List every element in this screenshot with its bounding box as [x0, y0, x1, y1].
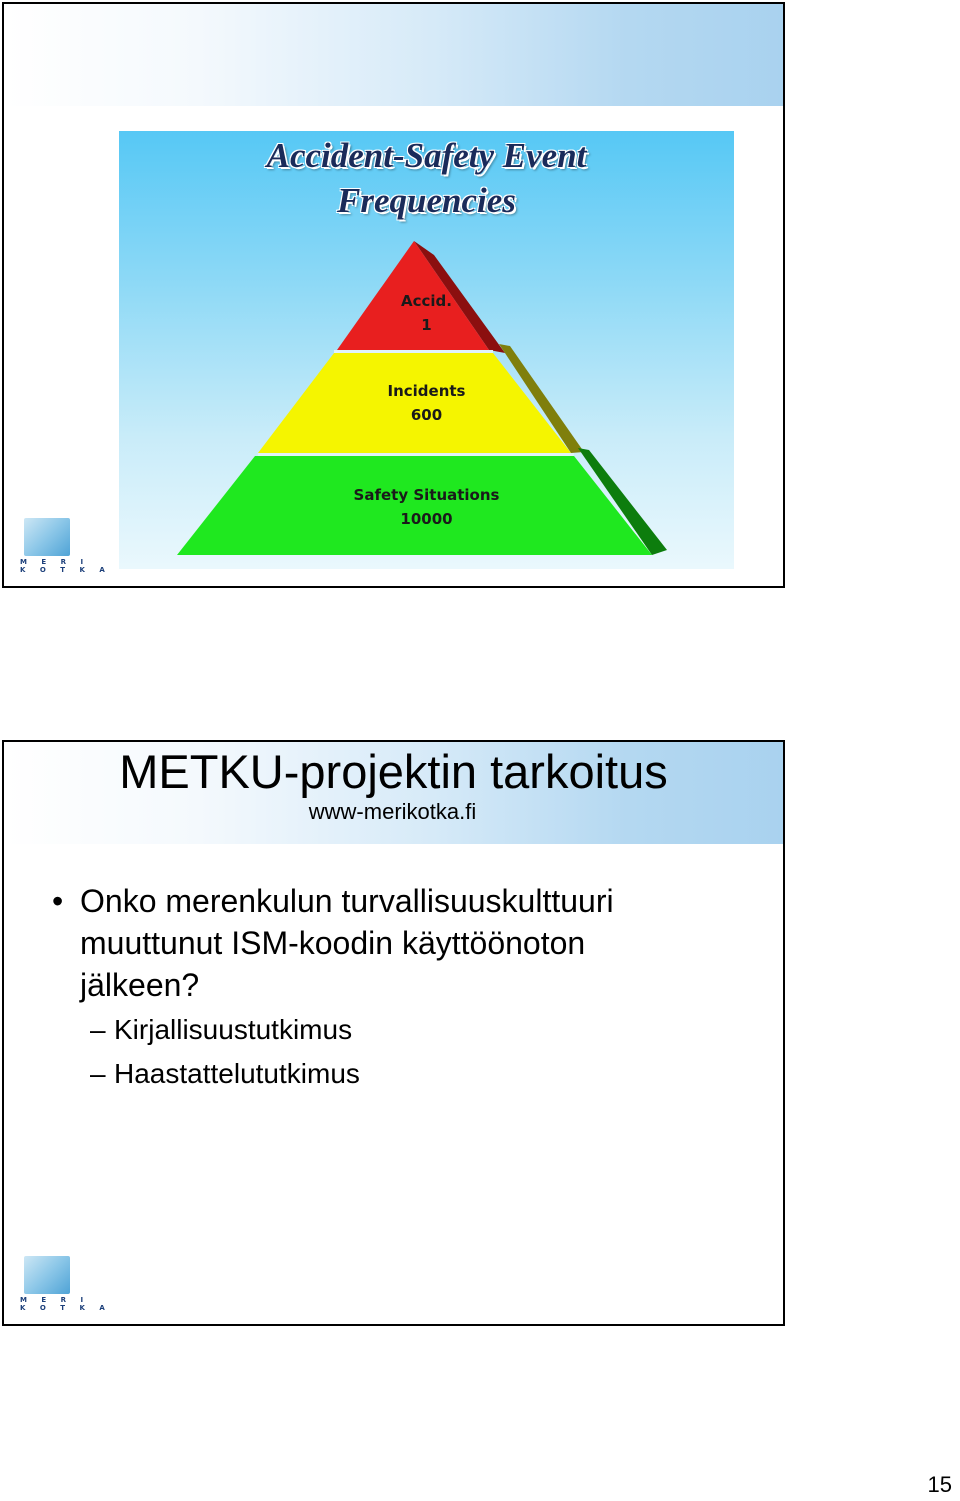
pyramid-picture: [119, 131, 734, 569]
logo-mark-icon: [24, 518, 70, 556]
bullet-line-2: muuttunut ISM-koodin käyttöönoton: [80, 925, 586, 961]
merikotka-logo: [20, 1256, 111, 1312]
logo-text-bottom: K O T K A: [20, 566, 111, 574]
slide-title: METKU-projektin tarkoitus: [119, 745, 668, 798]
picture-title-line-2: Frequencies: [337, 181, 516, 220]
slide-subtitle: www-merikotka.fi: [308, 799, 477, 824]
bullet-list: [4, 880, 783, 1096]
tier-accident-value: 1: [421, 316, 432, 334]
tier-safety-label: Safety Situations: [353, 486, 500, 504]
sub-bullet-text: Haastattelututkimus: [114, 1058, 360, 1089]
logo-text-top: M E R I: [20, 558, 90, 566]
bullet-item: [4, 880, 783, 1006]
tier-incidents-label: Incidents: [387, 382, 466, 400]
slide-1: [2, 2, 785, 588]
bullet-line-3: jälkeen?: [80, 967, 200, 1003]
bullet-line-1: Onko merenkulun turvallisuuskulttuuri: [80, 883, 614, 919]
sub-bullet-item: [4, 1008, 783, 1052]
slide-header-band: [4, 4, 783, 106]
tier-accident-label: Accid.: [401, 292, 452, 310]
merikotka-logo: [20, 518, 111, 574]
logo-mark-icon: [24, 1256, 70, 1294]
tier-incidents-value: 600: [410, 406, 443, 424]
logo-text-top: M E R I: [20, 1296, 90, 1304]
sub-bullet-marker: –: [90, 1058, 106, 1089]
slide-title-block: [4, 744, 783, 826]
sub-bullet-marker: –: [90, 1014, 106, 1045]
logo-text-bottom: K O T K A: [20, 1304, 111, 1312]
sub-bullet-text: Kirjallisuustutkimus: [114, 1014, 353, 1045]
sub-bullet-item: [4, 1052, 783, 1096]
tier-safety-value: 10000: [400, 510, 453, 528]
picture-title-line-1: Accident-Safety Event: [266, 136, 587, 175]
bullet-marker: •: [52, 883, 64, 919]
page-number: 15: [927, 1472, 952, 1497]
slide-2: [2, 740, 785, 1326]
